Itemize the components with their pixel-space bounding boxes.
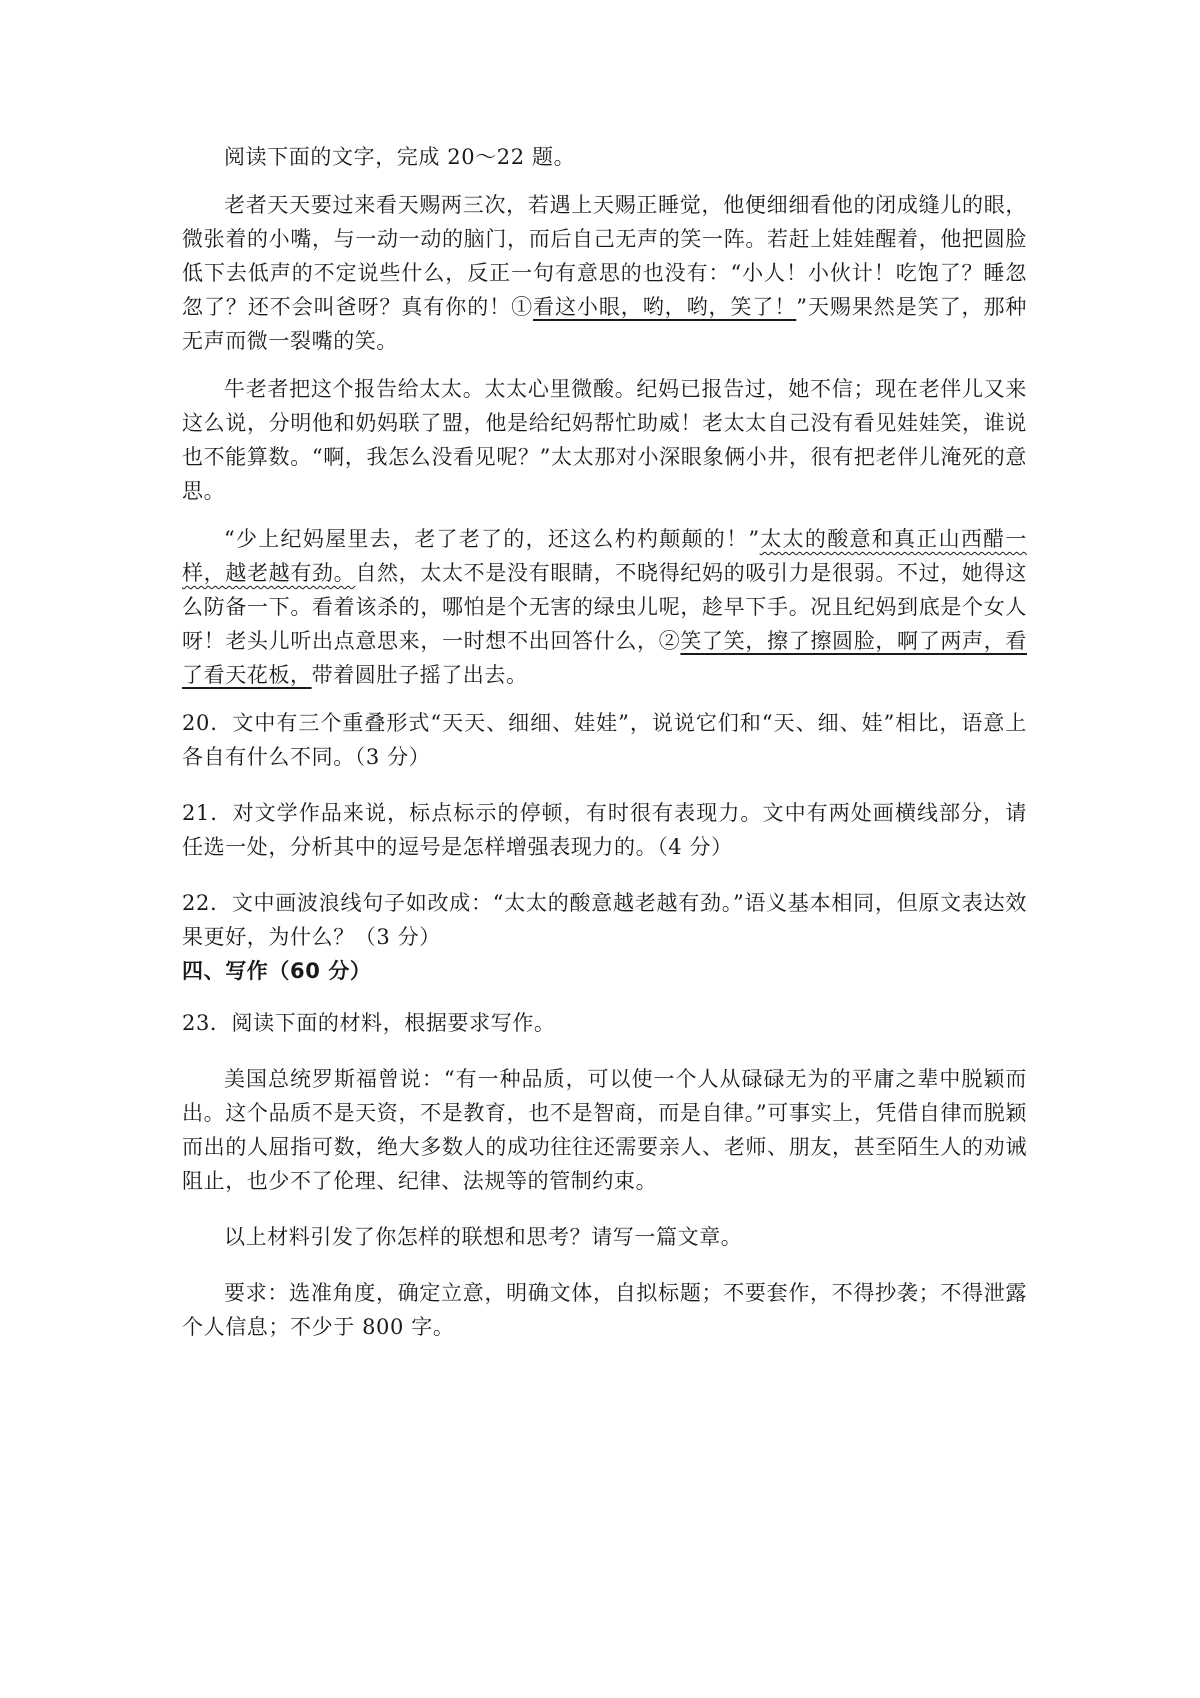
exam-page — [182, 140, 1027, 1344]
reading-intro: 阅读下面的文字，完成 20～22 题。 — [224, 145, 576, 169]
underline-marker-1: ① — [511, 295, 534, 319]
passage-text: 带着圆肚子摇了出去。 — [311, 663, 528, 687]
passage-paragraph-2: 牛老者把这个报告给太太。太太心里微酸。纪妈已报告过，她不信；现在老伴儿又来这么说，分明他和奶妈联了盟，他是给纪妈帮忙助威！老太太自己没有看见娃娃笑，谁说也不能算数。“啊，我怎么没看见呢？”太太那对小深眼象俩小井，很有把老伴儿淹死的意思。 — [182, 377, 1027, 503]
underline-marker-2: ② — [658, 629, 681, 653]
underlined-sentence-1: 看这小眼，哟，哟，笑了！ — [533, 295, 797, 319]
question-22: 22．文中画波浪线句子如改成：“太太的酸意越老越有劲。”语义基本相同，但原文表达效果更好，为什么？（3 分） — [182, 891, 1027, 949]
underlined-sentence-2: 笑了笑，擦了擦圆脸，啊了两声，看了看天花板， — [182, 629, 1027, 687]
writing-prompt: 以上材料引发了你怎样的联想和思考？请写一篇文章。 — [224, 1225, 743, 1249]
question-20: 20．文中有三个重叠形式“天天、细细、娃娃”，说说它们和“天、细、娃”相比，语意上各自有什么不同。（3 分） — [182, 711, 1027, 769]
passage-text: 老者天天要过来看天赐两三次，若遇上天赐正睡觉，他便细细看他的闭成缝儿的眼，微张着的小嘴，与一动一动的脑门，而后自己无声的笑一阵。若赶上娃娃醒着，他把圆脸低下去低声的不定说些什么，反正一句有意思的也没有：“小人！小伙计！吃饱了？睡忽忽了？还不会叫爸呀？真有你的！ — [182, 193, 1027, 319]
question-21: 21．对文学作品来说，标点标示的停顿，有时很有表现力。文中有两处画横线部分，请任选一处，分析其中的逗号是怎样增强表现力的。（4 分） — [182, 801, 1027, 859]
writing-requirements: 要求：选准角度，确定立意，明确文体，自拟标题；不要套作，不得抄袭；不得泄露个人信息；不少于 800 字。 — [182, 1281, 1027, 1339]
passage-paragraph-1 — [182, 188, 1027, 358]
passage-text: ”天赐果然是笑了，那种无声而微一裂嘴的笑。 — [182, 295, 1028, 353]
wavy-underlined-sentence: 太太的酸意和真正山西醋一样，越老越有劲。 — [182, 527, 1027, 585]
question-23: 23．阅读下面的材料，根据要求写作。 — [182, 1011, 556, 1035]
writing-section-heading: 四、写作（60 分） — [182, 959, 372, 983]
writing-material: 美国总统罗斯福曾说：“有一种品质，可以使一个人从碌碌无为的平庸之辈中脱颖而出。这个品质不是天资，不是教育，也不是智商，而是自律。”可事实上，凭借自律而脱颖而出的人屈指可数，绝大多数人的成功往往还需要亲人、老师、朋友，甚至陌生人的劝诫阻止，也少不了伦理、纪律、法规等的管制约束。 — [182, 1067, 1027, 1193]
passage-text: 自然，太太不是没有眼睛，不晓得纪妈的吸引力是很弱。不过，她得这么防备一下。看着该杀的，哪怕是个无害的绿虫儿呢，趁早下手。况且纪妈到底是个女人呀！老头儿听出点意思来，一时想不出回答什么， — [182, 561, 1027, 653]
passage-text: “少上纪妈屋里去，老了老了的，还这么杓杓颠颠的！” — [224, 527, 760, 551]
passage-paragraph-3 — [182, 522, 1027, 692]
